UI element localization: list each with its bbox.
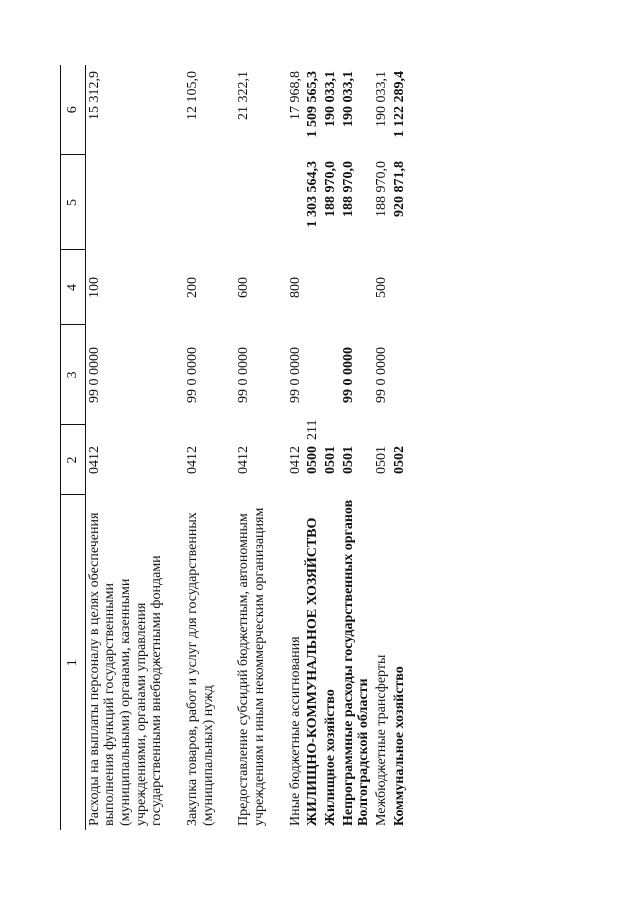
header-col-5: 5: [61, 155, 86, 250]
expense-type: 200: [185, 277, 201, 298]
page-number: 211: [305, 419, 320, 440]
row-name: ЖИЛИЩНО-КОММУНАЛЬНОЕ ХОЗЯЙСТВО: [305, 517, 321, 826]
table-row: [322, 65, 340, 830]
amount-col-6: 1 122 289,4: [391, 71, 407, 138]
header-col-1: 1: [61, 495, 86, 830]
row-name: Непрограммные расходы государственных органов Волгоградской области: [340, 499, 372, 826]
table-row: [85, 65, 166, 830]
amount-col-5: [85, 155, 166, 250]
amount-col-5: 920 871,8: [391, 161, 407, 217]
amount-col-5: [184, 155, 217, 250]
section-code: 0412: [236, 446, 252, 474]
budget-table: [60, 65, 408, 830]
row-name: Коммунальное хозяйство: [391, 666, 407, 826]
expense-type: 600: [236, 277, 252, 298]
amount-col-6: 190 033,1: [340, 71, 356, 127]
target-article: 99 0 0000: [374, 347, 390, 403]
section-code: 0412: [185, 446, 201, 474]
amount-col-5: 188 970,0: [374, 161, 390, 217]
amount-col-6: 190 033,1: [374, 71, 390, 127]
row-name: Межбюджетные трансферты: [374, 654, 390, 826]
row-name: Закупка товаров, работ и услуг для государственных (муниципальных) нужд: [185, 512, 216, 826]
section-code: 0501: [374, 446, 390, 474]
amount-col-6: 1 509 565,3: [305, 71, 321, 138]
expense-type: 800: [287, 277, 303, 298]
amount-col-6: 17 968,8: [287, 71, 303, 120]
section-code: 0412: [287, 446, 303, 474]
table-row: [304, 65, 322, 830]
amount-col-5: [235, 155, 268, 250]
target-article: [322, 325, 340, 425]
row-name: Иные бюджетные ассигнования: [287, 636, 303, 826]
header-row: [61, 65, 86, 830]
amount-col-6: 190 033,1: [323, 71, 339, 127]
amount-col-5: 188 970,0: [340, 161, 356, 217]
header-col-4: 4: [61, 250, 86, 325]
amount-col-6: 21 322,1: [236, 71, 252, 120]
target-article: [391, 325, 409, 425]
expense-type: [322, 250, 340, 325]
row-name: Жилищное хозяйство: [323, 689, 339, 826]
section-code: 0412: [86, 446, 102, 474]
section-code: 0501: [323, 446, 339, 474]
amount-col-5: 188 970,0: [323, 161, 339, 217]
target-article: 99 0 0000: [86, 347, 102, 403]
target-article: [304, 325, 322, 425]
expense-type: 100: [86, 277, 102, 298]
amount-col-5: 1 303 564,3: [305, 161, 321, 228]
table-row: [235, 65, 268, 830]
header-col-2: 2: [61, 425, 86, 495]
expense-type: [304, 250, 322, 325]
target-article: 99 0 0000: [185, 347, 201, 403]
table-row: [287, 65, 305, 830]
table-row: [373, 65, 391, 830]
row-name: Расходы на выплаты персоналу в целях обеспечения выполнения функций государственными (муниципальными) органами, казенными учреждениями, органами управления государственными внебюджетными фондами: [86, 512, 165, 826]
table-row: [391, 65, 409, 830]
amount-col-5: [287, 155, 305, 250]
header-col-6: 6: [61, 65, 86, 155]
table-row: [340, 65, 373, 830]
section-code: 0502: [391, 446, 407, 474]
expense-type: [340, 250, 373, 325]
section-code: 0500: [305, 446, 321, 474]
table-row: [184, 65, 217, 830]
rotated-table-page: [60, 65, 605, 830]
header-col-3: 3: [61, 325, 86, 425]
amount-col-6: 15 312,9: [86, 71, 102, 120]
expense-type: 500: [374, 277, 390, 298]
target-article: 99 0 0000: [340, 347, 356, 403]
section-code: 0501: [340, 446, 356, 474]
amount-col-6: 12 105,0: [185, 71, 201, 120]
target-article: 99 0 0000: [287, 347, 303, 403]
expense-type: [391, 250, 409, 325]
target-article: 99 0 0000: [236, 347, 252, 403]
row-name: Предоставление субсидий бюджетным, автономным учреждениям и иным некоммерческим организациям: [236, 507, 268, 826]
